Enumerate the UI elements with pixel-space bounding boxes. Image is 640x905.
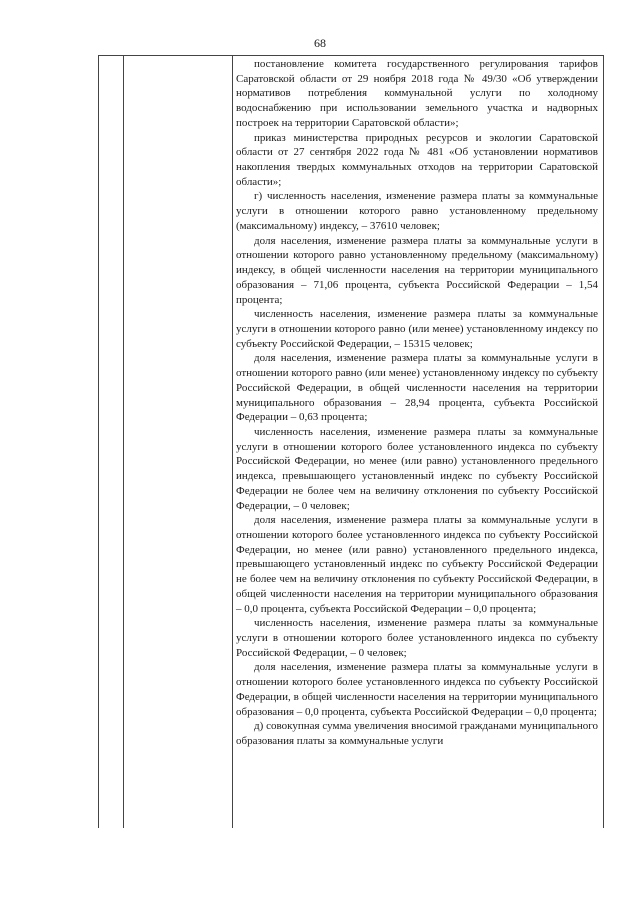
page-number: 68 [314, 36, 326, 50]
paragraph-population-above-index-within-limit: численность населения, изменение размера платы за коммунальные услуги в отношении которого более установленного индекса по субъекту Российской Федерации, но менее (или равно) установленного предельного индекса, превышающего установленный индекс по субъекту Российской Федерации не более чем на величину отклонения по субъекту Российской Федерации, – 0 человек; [236, 425, 598, 512]
document-table [98, 55, 604, 828]
table-column-divider [232, 56, 233, 828]
paragraph-population-max-index: г) численность населения, изменение размера платы за коммунальные услуги в отношении которого равно установленному предельному (максимальному) индексу, – 37610 человек; [236, 190, 598, 232]
table-column-divider [123, 56, 124, 828]
paragraph-total-increase: д) совокупная сумма увеличения вносимой гражданами муниципального образования платы за коммунальные услуги [236, 720, 598, 748]
paragraph-share-above-index: доля населения, изменение размера платы за коммунальные услуги в отношении которого более установленного индекса по субъекту Российской Федерации, в общей численности населения на территории муниципального образования – 0,0 процента, субъекта Российской Федерации – 0,0 процента; [236, 661, 598, 718]
paragraph-population-equal-index: численность населения, изменение размера платы за коммунальные услуги в отношении которого равно (или менее) установленному индексу по субъекту Российской Федерации, – 15315 человек; [236, 308, 598, 350]
text-cell [236, 57, 598, 749]
paragraph-order-waste: приказ министерства природных ресурсов и экологии Саратовской области от 27 сентября 2022 года № 481 «Об установлении нормативов накопления твердых коммунальных отходов на территории Саратовской области»; [236, 131, 598, 188]
paragraph-population-above-index: численность населения, изменение размера платы за коммунальные услуги в отношении которого более установленного индекса по субъекту Российской Федерации, – 0 человек; [236, 617, 598, 659]
paragraph-share-above-index-within-limit: доля населения, изменение размера платы за коммунальные услуги в отношении которого более установленного индекса по субъекту Российской Федерации, но менее (или равно) установленного предельного индекса, превышающего установленный индекс по субъекту Российской Федерации не более чем на величину отклонения по субъекту Российской Федерации, в общей численности населения на территории муниципального образования – 0,0 процента, субъекта Российской Федерации – 0,0 процента; [236, 514, 598, 615]
paragraph-share-equal-index: доля населения, изменение размера платы за коммунальные услуги в отношении которого равно (или менее) установленному индексу по субъекту Российской Федерации, в общей численности населения на территории муниципального образования – 28,94 процента, субъекта Российской Федерации – 0,63 процента; [236, 352, 598, 424]
paragraph-share-max-index: доля населения, изменение размера платы за коммунальные услуги в отношении которого равно установленному предельному (максимальному) индексу, в общей численности населения на территории муниципального образования – 71,06 процента, субъекта Российской Федерации – 1,54 процента; [236, 234, 598, 306]
paragraph-resolution-water: постановление комитета государственного регулирования тарифов Саратовской области от 29 ноября 2018 года № 49/30 «Об утверждении нормативов потребления коммунальной услуги по холодному водоснабжению при использовании земельного участка и надворных построек на территории Саратовской области»; [236, 58, 598, 129]
